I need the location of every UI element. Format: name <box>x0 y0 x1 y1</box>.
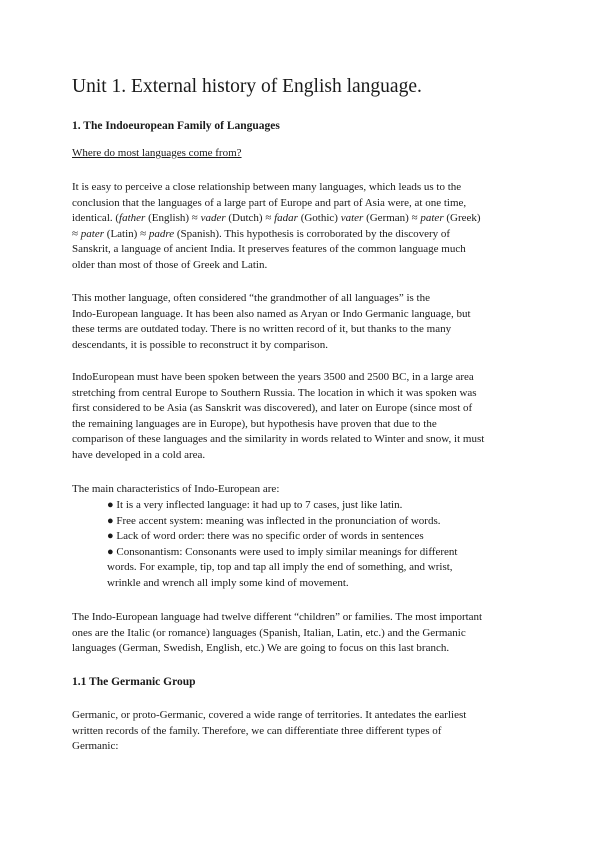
list-item: ● It is a very inflected language: it had up to 7 cases, just like latin. <box>107 499 403 511</box>
text-line: older than most of those of Greek and Latin. <box>72 258 268 271</box>
text-line: written records of the family. Therefore, we can differentiate three different types of <box>72 724 442 737</box>
text-line: Germanic: <box>72 740 119 753</box>
text-line: languages (German, Swedish, English, etc.) We are going to focus on this last branch. <box>72 642 450 655</box>
text-run: identical. ( <box>72 212 120 225</box>
paragraph-families <box>72 610 527 657</box>
characteristics-list <box>107 498 527 592</box>
example-word: pater <box>80 227 105 240</box>
text-line: comparison of these languages and the similarity in words related to Winter and snow, it must <box>72 433 485 446</box>
text-run: (Gothic) <box>297 212 341 225</box>
text-run: (Spanish). This hypothesis is corroborated by the discovery of <box>174 227 451 240</box>
text-line: first considered to be Asia (as Sanskrit was discovered), and later on Europe (since most of <box>72 402 473 415</box>
paragraph-characteristics-intro <box>72 482 527 498</box>
text-run: ≈ <box>72 227 81 240</box>
text-run: (Dutch) ≈ <box>225 212 275 225</box>
page-title: Unit 1. External history of English language. <box>72 76 422 97</box>
list-item: ● Free accent system: meaning was inflected in the pronunciation of words. <box>107 514 441 527</box>
example-word: father <box>119 212 146 225</box>
paragraph-location <box>72 370 527 464</box>
text-line: Indo-European language. It has been also named as Aryan or Indo Germanic language, but <box>72 307 471 320</box>
text-line <box>72 211 527 227</box>
text-line: IndoEuropean must have been spoken between the years 3500 and 2500 BC, in a large area <box>72 371 474 383</box>
example-word: pater <box>420 212 444 225</box>
example-word: padre <box>148 227 175 240</box>
example-word: fadar <box>274 212 298 225</box>
text-line: these terms are outdated today. There is no written record of it, but thanks to the many <box>72 323 452 336</box>
text-line: ones are the Italic (or romance) languages (Spanish, Italian, Latin, etc.) and the Germanic <box>72 626 466 639</box>
section-heading-germanic: 1.1 The Germanic Group <box>72 676 196 688</box>
list-item-continuation: words. For example, tip, top and tap all imply the end of something, and wrist, <box>107 561 453 574</box>
text-line: the remaining languages are in Europe), but hypothesis have proven that due to the <box>72 417 437 430</box>
text-line: The Indo-European language had twelve different “children” or families. The most important <box>72 611 483 623</box>
paragraph-mother-language <box>72 291 527 353</box>
text-line: It is easy to perceive a close relationship between many languages, which leads us to the <box>72 181 462 193</box>
text-run: (Latin) ≈ <box>104 227 149 240</box>
text-line: conclusion that the languages of a large part of Europe and part of Asia were, at one time, <box>72 196 467 209</box>
paragraph-germanic <box>72 708 527 755</box>
text-run: (German) ≈ <box>363 212 421 225</box>
text-line: descendants, it is possible to reconstruct it by comparison. <box>72 338 329 351</box>
text-line: have developed in a cold area. <box>72 448 206 461</box>
text-line: stretching from central Europe to Southern Russia. The location in which it was spoken was <box>72 386 477 399</box>
list-item-continuation: wrinkle and wrench all imply some kind of movement. <box>107 576 349 589</box>
list-item: ● Consonantism: Consonants were used to imply similar meanings for different <box>107 545 458 558</box>
example-word: vater <box>340 212 364 225</box>
text-line <box>72 227 527 243</box>
section-heading-indoeuropean: 1. The Indoeuropean Family of Languages <box>72 120 280 132</box>
text-line: Sanskrit, a language of ancient India. It preserves features of the common language much <box>72 243 466 256</box>
text-run: (English) ≈ <box>145 212 201 225</box>
text-line: Germanic, or proto-Germanic, covered a wide range of territories. It antedates the earliest <box>72 709 467 721</box>
text-line: The main characteristics of Indo-European are: <box>72 483 280 495</box>
list-item: ● Lack of word order: there was no specific order of words in sentences <box>107 530 424 543</box>
subheading-question: Where do most languages come from? <box>72 147 242 159</box>
text-line: This mother language, often considered “the grandmother of all languages” is the <box>72 292 430 304</box>
example-word: vader <box>200 212 226 225</box>
paragraph-relationship <box>72 180 527 274</box>
text-run: (Greek) <box>443 212 481 225</box>
